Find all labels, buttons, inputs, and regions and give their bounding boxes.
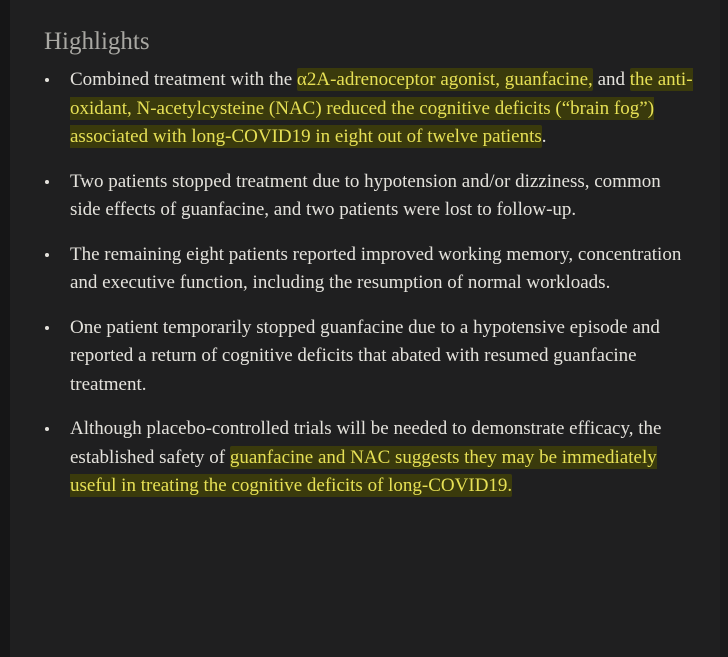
bullet-icon	[45, 253, 49, 257]
list-item-text	[70, 415, 694, 501]
highlights-section	[44, 22, 694, 517]
list-item	[44, 66, 694, 152]
list-item-text	[70, 168, 694, 225]
list-item	[44, 168, 694, 225]
list-item-text	[70, 241, 694, 298]
highlighted-text[interactable]: guanfacine and NAC suggests they may be immediately useful in treating the cognitive deficits of long-COVID19.	[70, 446, 657, 496]
list-item	[44, 314, 694, 400]
highlights-heading: Highlights	[44, 28, 150, 55]
document-panel	[10, 0, 720, 657]
text-segment: Although placebo-controlled trials will be needed to demonstrate efficacy, the established safety of	[70, 418, 662, 468]
bullet-icon	[45, 326, 49, 330]
window-edge-left	[0, 0, 10, 657]
bullet-icon	[45, 180, 49, 184]
bullet-icon	[45, 427, 49, 431]
bullet-icon	[45, 78, 49, 82]
list-item-text	[70, 314, 694, 400]
highlights-list	[44, 66, 694, 501]
text-segment: .	[541, 126, 547, 147]
text-segment: The remaining eight patients reported improved working memory, concentration and executive function, including the resumption of normal workloads.	[70, 243, 682, 293]
list-item-text	[70, 66, 694, 152]
highlighted-text[interactable]: the anti-oxidant, N-acetylcysteine (NAC) reduced the cognitive deficits (“brain fog”) associated with long-COVID19 in eight out of twelve patients	[70, 69, 693, 147]
text-segment: Combined treatment with the	[70, 69, 297, 90]
list-item	[44, 241, 694, 298]
text-segment: Two patients stopped treatment due to hypotension and/or dizziness, common side effects of guanfacine, and two patients were lost to follow-up.	[70, 170, 661, 220]
list-item	[44, 415, 694, 501]
text-segment: One patient temporarily stopped guanfacine due to a hypotensive episode and reported a return of cognitive deficits that abated with resumed guanfacine treatment.	[70, 316, 660, 395]
highlighted-text[interactable]: α2A-adrenoceptor agonist, guanfacine,	[296, 69, 593, 90]
window-edge-right	[720, 0, 728, 657]
text-segment: and	[592, 69, 630, 90]
